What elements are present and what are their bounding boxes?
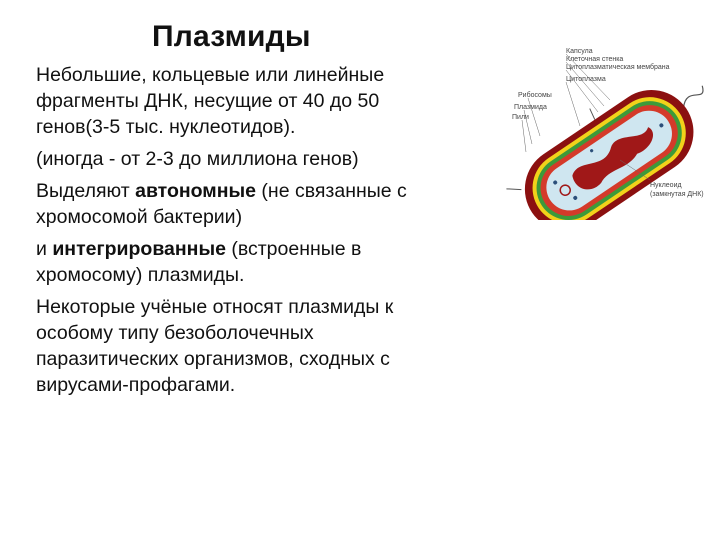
text-run: паразитических организмов, сходных с xyxy=(36,348,390,370)
label-nucleoid: Нуклеоид xyxy=(650,182,682,189)
slide-body xyxy=(36,62,506,404)
label-plasmid: Плазмида xyxy=(514,104,547,111)
label-pili: Пили xyxy=(512,114,529,121)
text-run: (иногда - от 2-3 до миллиона генов) xyxy=(36,148,359,170)
text-run: и xyxy=(36,238,53,260)
text-run: вирусами-профагами. xyxy=(36,374,236,396)
text-run: Выделяют xyxy=(36,180,136,202)
label-nucleoid-note: (замкнутая ДНК) xyxy=(650,191,704,198)
label-capsule: Капсула xyxy=(566,48,593,55)
emphasis-term: интегрированные xyxy=(52,238,226,260)
text-line xyxy=(36,178,506,204)
text-line xyxy=(36,346,506,372)
label-cytoplasm: Цитоплазма xyxy=(566,76,606,83)
paragraph xyxy=(36,146,506,172)
text-line xyxy=(36,62,506,88)
text-run: Некоторые учёные относят плазмиды к xyxy=(36,296,394,318)
paragraph xyxy=(36,62,506,140)
emphasis-term: автономные xyxy=(135,180,257,202)
bacterial-cell-diagram xyxy=(500,40,720,220)
text-line xyxy=(36,294,506,320)
label-ribosomes: Рибосомы xyxy=(518,92,552,99)
text-run: генов(3-5 тыс. нуклеотидов). xyxy=(36,116,296,138)
text-line xyxy=(36,204,506,230)
paragraph xyxy=(36,236,506,288)
text-line xyxy=(36,372,506,398)
text-run: особому типу безоболочечных xyxy=(36,322,314,344)
text-run: (не связанные с xyxy=(256,180,407,202)
text-line xyxy=(36,146,506,172)
label-cell-wall: Клеточная стенка xyxy=(566,56,624,63)
text-run: Небольшие, кольцевые или линейные xyxy=(36,64,385,86)
slide-title: Плазмиды xyxy=(152,20,311,53)
paragraph xyxy=(36,294,506,398)
text-line xyxy=(36,320,506,346)
text-run: хромосому) плазмиды. xyxy=(36,264,245,286)
text-line xyxy=(36,262,506,288)
text-line xyxy=(36,114,506,140)
text-run: фрагменты ДНК, несущие от 40 до 50 xyxy=(36,90,380,112)
text-line xyxy=(36,88,506,114)
label-membrane: Цитоплазматическая мембрана xyxy=(566,64,670,71)
text-line xyxy=(36,236,506,262)
text-run: хромосомой бактерии) xyxy=(36,206,243,228)
text-run: (встроенные в xyxy=(225,238,362,260)
paragraph xyxy=(36,178,506,230)
